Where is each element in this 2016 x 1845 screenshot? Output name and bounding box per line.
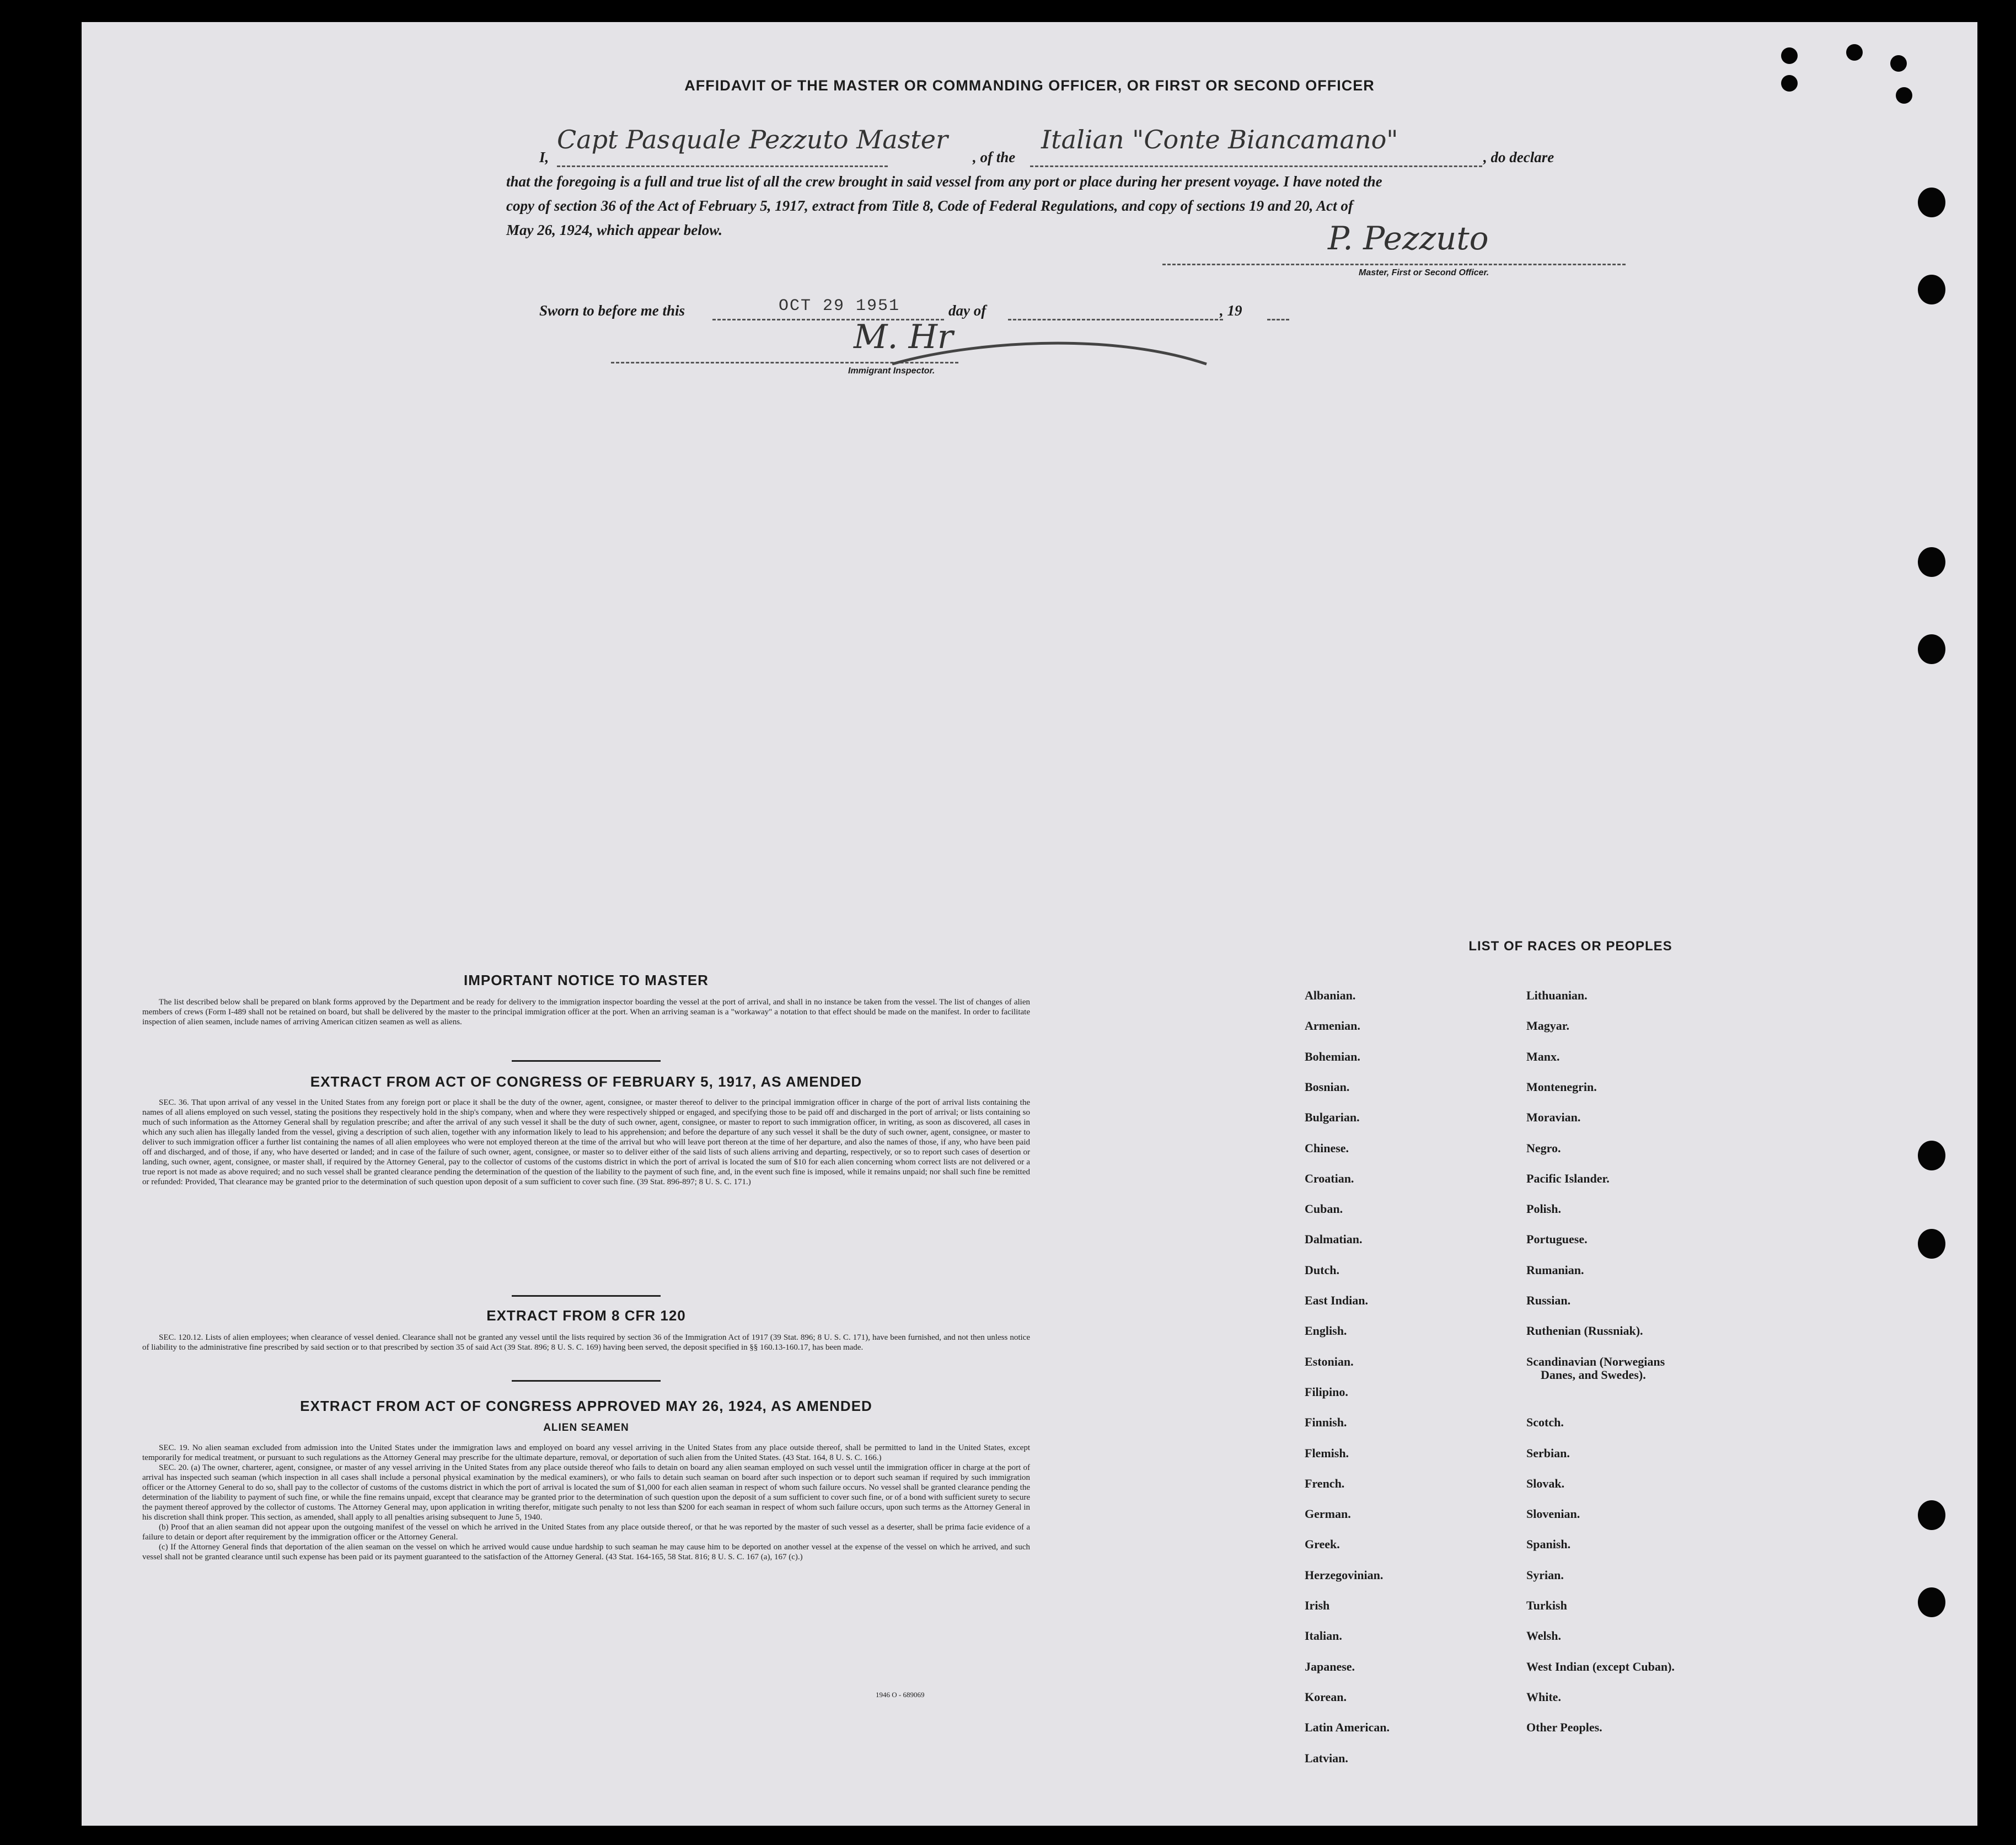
race-item: Scotch. — [1526, 1415, 1564, 1429]
affidavit-body-line1: that the foregoing is a full and true list of all the crew brought in said vessel from any port or place during her present voyage. I have noted the — [506, 173, 1382, 190]
race-item: West Indian (except Cuban). — [1526, 1660, 1675, 1673]
punch-hole — [1781, 47, 1798, 64]
notice-title: IMPORTANT NOTICE TO MASTER — [464, 972, 709, 988]
race-item: Irish — [1305, 1598, 1330, 1612]
punch-hole — [1918, 188, 1945, 217]
punch-hole — [1918, 634, 1945, 664]
master-name-handwritten: Capt Pasquale Pezzuto Master — [557, 125, 948, 154]
race-item: Portuguese. — [1526, 1232, 1588, 1246]
sec19-paragraph: SEC. 19. No alien seaman excluded from admission into the United States under the immigration laws and employed on board any vessel arriving in the United States from any place outside thereof, shall be permitted to land in the United States, except temporarily for medical treatment, or pursuant to such regulations as the Attorney General may prescribe for the ultimate departure, removal, or deportation of such alien from the United States. (43 Stat. 164, 8 U. S. C. 166.) — [142, 1443, 1030, 1462]
race-item: Dalmatian. — [1305, 1232, 1363, 1246]
race-item: French. — [1305, 1477, 1345, 1490]
race-item: Estonian. — [1305, 1355, 1354, 1368]
punch-hole — [1918, 547, 1945, 577]
do-declare-label: , do declare — [1483, 149, 1554, 165]
extract-1924-text — [142, 1443, 1030, 1562]
race-item: Flemish. — [1305, 1446, 1349, 1460]
race-item: Turkish — [1526, 1598, 1567, 1612]
race-item: Italian. — [1305, 1629, 1342, 1643]
race-item: Rumanian. — [1526, 1263, 1584, 1277]
print-code: 1946 O - 689069 — [876, 1691, 925, 1699]
document-page — [82, 22, 1977, 1826]
master-signature: P. Pezzuto — [1328, 220, 1489, 257]
year-prefix: , 19 — [1220, 302, 1242, 319]
alien-seamen-subtitle: ALIEN SEAMEN — [543, 1422, 629, 1434]
race-item: Japanese. — [1305, 1660, 1355, 1673]
affidavit-prefix: I, — [539, 149, 549, 165]
race-item: Pacific Islander. — [1526, 1172, 1610, 1185]
sworn-label: Sworn to before me this — [539, 302, 685, 319]
inspector-caption: Immigrant Inspector. — [848, 366, 935, 376]
race-item: Scandinavian (Norwegians — [1526, 1355, 1665, 1368]
day-of-line — [1008, 319, 1223, 320]
punch-hole — [1918, 1500, 1945, 1530]
race-item: Ruthenian (Russniak). — [1526, 1324, 1643, 1338]
inspector-signature: M. Hr — [854, 318, 953, 356]
race-item: Greek. — [1305, 1537, 1340, 1551]
race-item: Slovenian. — [1526, 1507, 1580, 1521]
extract-8cfr-title: EXTRACT FROM 8 CFR 120 — [486, 1307, 686, 1324]
race-item: Latin American. — [1305, 1720, 1390, 1734]
of-the-label: , of the — [973, 149, 1016, 165]
name-line — [557, 165, 888, 167]
race-item: Latvian. — [1305, 1751, 1348, 1765]
race-item: Danes, and Swedes). — [1541, 1368, 1646, 1382]
race-item: Negro. — [1526, 1141, 1561, 1155]
divider — [512, 1060, 661, 1062]
punch-hole — [1918, 1229, 1945, 1259]
race-item: Bohemian. — [1305, 1050, 1360, 1063]
race-item: Herzegovinian. — [1305, 1568, 1384, 1582]
vessel-line — [1030, 165, 1482, 167]
extract-1917-title: EXTRACT FROM ACT OF CONGRESS OF FEBRUARY 5, 1917, AS AMENDED — [310, 1073, 862, 1090]
day-of-label: day of — [948, 302, 986, 319]
affidavit-body-line3: May 26, 1924, which appear below. — [506, 222, 723, 238]
race-item: East Indian. — [1305, 1293, 1368, 1307]
race-item: Albanian. — [1305, 988, 1356, 1002]
extract-1917-text — [142, 1098, 1030, 1187]
race-item: Russian. — [1526, 1293, 1571, 1307]
extract-8cfr-paragraph: SEC. 120.12. Lists of alien employees; when clearance of vessel denied. Clearance shall not be granted any vessel until the lists required by section 36 of the Immigration Act of 1917 (39 Stat. 896; 8 U. S. C. 171), have been furnished, and not then unless notice of liability to the administrative fine prescribed by said section or to that prescribed by section 35 of said Act (39 Stat. 896; 8 U. S. C. 169) having been served, the deposit specified in §§ 160.13-160.17, has been made. — [142, 1333, 1030, 1352]
affidavit-body-line2: copy of section 36 of the Act of February 5, 1917, extract from Title 8, Code of Federal Regulations, and copy of sections 19 and 20, Act of — [506, 197, 1353, 214]
notice-paragraph: The list described below shall be prepared on blank forms approved by the Department and be ready for delivery to the immigration inspector boarding the vessel at the port of arrival, and shall in no instance be taken from the vessel. The list of changes of alien members of crews (Form I-489 shall not be retained on board, but shall be delivered by the master to the principal immigration officer at the port. When an arriving seaman is a "workaway" a notation to that effect should be made on the manifest. In order to facilitate inspection of alien seamen, include names of arriving American citizen seamen as well as aliens. — [142, 998, 1030, 1026]
master-caption: Master, First or Second Officer. — [1359, 268, 1489, 277]
race-item: Filipino. — [1305, 1385, 1348, 1399]
race-item: Polish. — [1526, 1202, 1561, 1216]
divider — [512, 1295, 661, 1297]
race-item: Syrian. — [1526, 1568, 1564, 1582]
race-item: German. — [1305, 1507, 1351, 1521]
sec20c-paragraph: (c) If the Attorney General finds that deportation of the alien seaman on the vessel on which he arrived would cause undue hardship to such seaman he may cause him to be deported on another vessel at the expense of the vessel on which he arrived, and such vessel shall not be granted clearance until such expense has been paid or its payment guaranteed to the satisfaction of the Attorney General. (43 Stat. 164-165, 58 Stat. 816; 8 U. S. C. 167 (a), 167 (c).) — [142, 1543, 1030, 1561]
race-item: English. — [1305, 1324, 1347, 1338]
year-line — [1267, 319, 1289, 320]
race-item: Cuban. — [1305, 1202, 1343, 1216]
race-item: Lithuanian. — [1526, 988, 1588, 1002]
race-item: Welsh. — [1526, 1629, 1561, 1643]
race-item: Other Peoples. — [1526, 1720, 1602, 1734]
master-signature-line — [1162, 264, 1626, 265]
race-item: Bosnian. — [1305, 1080, 1350, 1094]
punch-hole — [1918, 1141, 1945, 1170]
extract-8cfr-text — [142, 1333, 1030, 1352]
race-item: Bulgarian. — [1305, 1110, 1360, 1124]
race-item: Serbian. — [1526, 1446, 1570, 1460]
race-item: White. — [1526, 1690, 1561, 1704]
sec20b-paragraph: (b) Proof that an alien seaman did not appear upon the outgoing manifest of the vessel on which he arrived in the United States from any place outside thereof, or that he was reported by the master of such vessel as a deserter, shall be prima facie evidence of a failure to detain or deport after requirement by the immigration officer or the Attorney General. — [142, 1523, 1030, 1542]
divider — [512, 1380, 661, 1382]
race-item: Chinese. — [1305, 1141, 1349, 1155]
race-item: Armenian. — [1305, 1019, 1360, 1033]
race-item: Finnish. — [1305, 1415, 1347, 1429]
sec20a-paragraph: SEC. 20. (a) The owner, charterer, agent, consignee, or master of any vessel arriving in the United States from any place outside thereof who fails to detain on board any alien seaman employed on such vessel until the immigration officer in charge at the port of arrival has inspected such seaman (which inspection in all cases shall include a personal physical examination by the medical examiners), or who fails to detain such seaman on board after such inspection or to deport such seaman if required by such immigration officer or the Attorney General to do so, shall pay to the collector of customs of the customs district in which the port of arrival is located the sum of $1,000 for each alien seaman in respect of whom such failure occurs. No vessel shall be granted clearance pending the determination of the liability to payment of such fine, or while the fine remains unpaid, except that clearance may be granted prior to the determination of such question upon the deposit of a sum sufficient to cover such fine, or of a bond with sufficient surety to secure the payment thereof approved by the collector of customs. The Attorney General may, upon application in writing therefor, mitigate such penalty to not less than $200 for each seaman in respect of whom such failure occurs, upon such terms as the Attorney General in his discretion shall think proper. This section, as amended, shall apply to all penalties arising subsequent to June 5, 1940. — [142, 1463, 1030, 1522]
date-stamp: OCT 29 1951 — [779, 297, 900, 315]
race-item: Montenegrin. — [1526, 1080, 1597, 1094]
race-item: Magyar. — [1526, 1019, 1570, 1033]
extract-1917-paragraph: SEC. 36. That upon arrival of any vessel in the United States from any foreign port or place it shall be the duty of the owner, agent, consignee, or master thereof to deliver to the principal immigration officer in charge of the port of arrival lists containing the names of all aliens employed on such vessel, stating the positions they respectively hold in the ship's company, when and where they were respectively shipped or engaged, and specifying those to be paid off and discharged in the port of arrival; or lists containing so much of such information as the Attorney General shall by regulation prescribe; and after the arrival of any such vessel it shall be the duty of such owner, agent, consignee, or master to report to such immigration officer, in writing, as soon as discovered, all cases in which any such alien has illegally landed from the vessel, giving a description of such alien, together with any information likely to lead to his apprehension; and before the departure of any such vessel it shall be the duty of such owner, agent, consignee, or master to deliver to such immigration officer a further list containing the names of all alien employees who were not employed thereon at the time of the arrival but who will leave port thereon at the time of her departure, and also the names of those, if any, who have been paid off and discharged, and of those, if any, who have deserted or landed; and in case of the failure of such owner, agent, consignee, or master so to deliver either of the said lists of such aliens arriving and departing, respectively, or so to report such cases of desertion or landing, such owner, agent, consignee, or master shall, if required by the Attorney General, pay to the collector of customs of the customs district in which the port of arrival is located the sum of $10 for each alien concerning whom correct lists are not delivered or a true report is not made as above required; and no such vessel shall be granted clearance pending the determination of the question of the liability to the payment of such fine, and, in the event such fine is imposed, while it remains unpaid; nor shall such fine be remitted or refunded: Provided, That clearance may be granted prior to the determination of such question upon deposit of a sum sufficient to cover such fine. (39 Stat. 896-897; 8 U. S. C. 171.) — [142, 1098, 1030, 1186]
inspector-signature-flourish — [887, 331, 1218, 381]
vessel-name-handwritten: Italian "Conte Biancamano" — [1041, 125, 1398, 154]
notice-text — [142, 997, 1030, 1027]
race-item: Dutch. — [1305, 1263, 1339, 1277]
punch-hole — [1890, 55, 1907, 72]
punch-hole — [1846, 44, 1863, 61]
race-item: Manx. — [1526, 1050, 1560, 1063]
race-item: Croatian. — [1305, 1172, 1354, 1185]
race-item: Slovak. — [1526, 1477, 1565, 1490]
race-item: Spanish. — [1526, 1537, 1571, 1551]
extract-1924-title: EXTRACT FROM ACT OF CONGRESS APPROVED MAY 26, 1924, AS AMENDED — [300, 1398, 872, 1414]
punch-hole — [1918, 1587, 1945, 1617]
races-title: LIST OF RACES OR PEOPLES — [1468, 939, 1672, 954]
race-item: Korean. — [1305, 1690, 1347, 1704]
affidavit-title: AFFIDAVIT OF THE MASTER OR COMMANDING OFFICER, OR FIRST OR SECOND OFFICER — [684, 77, 1375, 94]
punch-hole — [1918, 275, 1945, 304]
race-item: Moravian. — [1526, 1110, 1581, 1124]
